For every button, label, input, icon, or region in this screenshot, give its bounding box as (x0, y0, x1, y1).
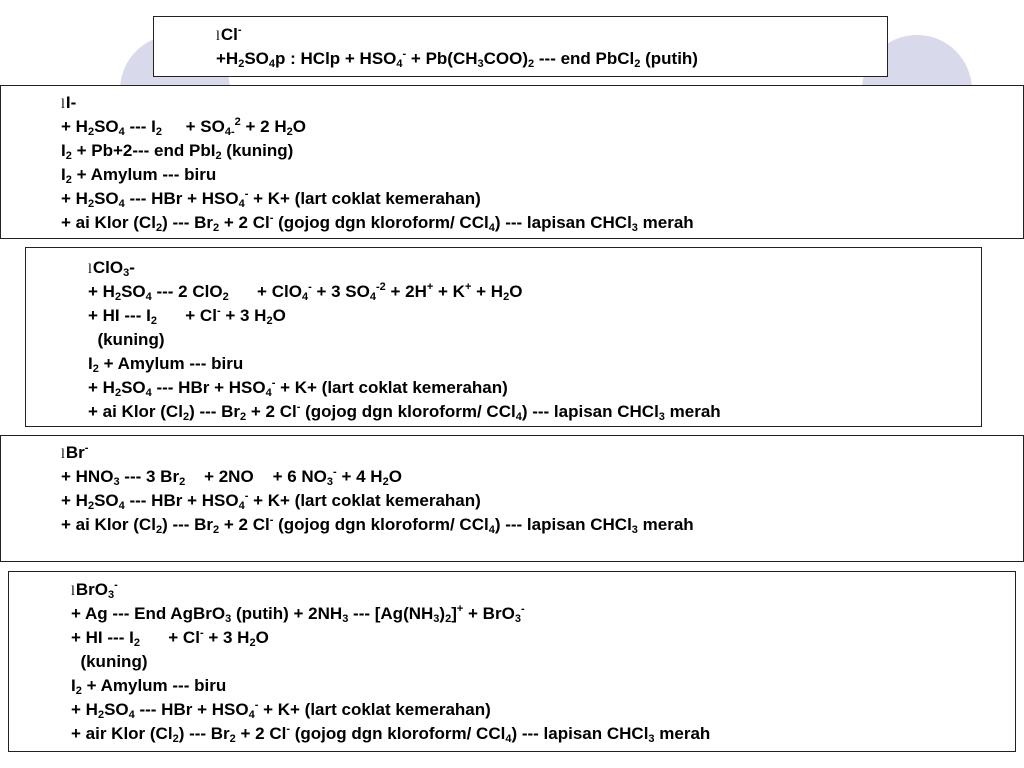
formula-text: + HI --- I (71, 628, 134, 647)
bullet-glyph: l (71, 584, 75, 599)
formula-text: + 2 Cl (246, 402, 297, 421)
subscript: 2 (238, 58, 245, 70)
subscript: 4 (488, 524, 495, 536)
formula-line (61, 489, 1023, 513)
section-clo3 (25, 247, 982, 427)
subscript: 2 (240, 411, 247, 423)
subscript: 3 (225, 613, 232, 625)
formula-text: p : HClp + HSO (275, 49, 397, 68)
subscript: 4 (248, 709, 255, 721)
formula-text: O (255, 628, 269, 647)
subscript: 2 (286, 126, 293, 138)
formula-text: + Amylum --- biru (98, 354, 244, 373)
superscript: - (296, 401, 301, 413)
formula-text: (putih) (640, 49, 698, 68)
formula-text: + 2H (385, 282, 427, 301)
formula-text: + 2 Cl (235, 724, 287, 743)
formula-text: --- 3 Br (119, 467, 180, 486)
formula-text: --- 2 ClO (151, 282, 223, 301)
section-cl (153, 16, 888, 77)
subscript: 3 (631, 222, 638, 234)
subscript: 2 (87, 500, 95, 512)
formula-line (71, 722, 1015, 746)
formula-text: ) --- lapisan CHCl (494, 515, 632, 534)
formula-line (88, 328, 981, 352)
superscript: -2 (375, 281, 386, 293)
subscript: 2 (65, 150, 72, 162)
formula-text: + Amylum --- biru (81, 676, 227, 695)
formula-text: SO (94, 491, 119, 510)
subscript: 2 (155, 126, 163, 138)
formula-line (88, 376, 981, 400)
formula-text: Br (65, 443, 85, 462)
subscript: 3 (631, 524, 638, 536)
formula-text: + air Klor (Cl (71, 724, 173, 743)
subscript: 4 (505, 733, 512, 745)
subscript: 3 (113, 476, 120, 488)
subscript: 2 (382, 476, 389, 488)
formula-text: + Amylum --- biru (71, 165, 217, 184)
formula-line (216, 47, 887, 71)
formula-text: ) (439, 604, 446, 623)
subscript: 2 (213, 222, 220, 234)
superscript: - (244, 490, 249, 502)
formula-text: + Pb+2--- end PbI (71, 141, 216, 160)
formula-text: + 2 Cl (219, 515, 270, 534)
formula-text: + ai Klor (Cl (88, 402, 183, 421)
formula-text: + K+ (lart coklat kemerahan) (248, 491, 481, 510)
formula-text: SO (121, 282, 146, 301)
subscript: 2 (215, 150, 222, 162)
subscript: 2 (114, 291, 122, 303)
formula-text: + K+ (lart coklat kemerahan) (258, 700, 491, 719)
formula-line (88, 352, 981, 376)
subscript: 3 (433, 613, 440, 625)
subscript: 3 (326, 476, 334, 488)
formula-text: Cl (220, 25, 238, 44)
subscript: 2 (97, 709, 105, 721)
superscript: - (286, 723, 291, 735)
formula-text: + K+ (lart coklat kemerahan) (248, 189, 481, 208)
superscript: - (84, 442, 89, 454)
superscript: - (216, 305, 221, 317)
formula-text: + H (61, 491, 88, 510)
subscript: 4 (118, 198, 125, 210)
formula-line (88, 304, 981, 328)
formula-line (61, 513, 1023, 537)
subscript: 2 (222, 291, 229, 303)
formula-text: (gojog dgn kloroform/ CCl (273, 515, 489, 534)
formula-text: ClO (92, 258, 124, 277)
formula-text: SO (104, 700, 129, 719)
subscript: 2 (150, 315, 157, 327)
formula-text: O (292, 117, 306, 136)
subscript: 3 (477, 58, 484, 70)
formula-text: + H (88, 378, 115, 397)
formula-text: --- HBr + HSO (134, 700, 249, 719)
formula-text: + SO (162, 117, 225, 136)
subscript: 4 (118, 500, 125, 512)
formula-text: + H (71, 700, 98, 719)
formula-text: + 2 Cl (219, 213, 270, 232)
superscript: - (333, 466, 337, 478)
subscript: 4 (265, 387, 272, 399)
subscript: 4 (301, 291, 309, 303)
formula-text: ) --- Br (178, 724, 230, 743)
formula-text: (gojog dgn kloroform/ CCl (290, 724, 506, 743)
subscript: 2 (65, 174, 72, 186)
formula-text: (kuning) (88, 330, 165, 349)
formula-text: --- HBr + HSO (151, 378, 266, 397)
formula-text: merah (637, 213, 694, 232)
subscript: 2 (87, 198, 95, 210)
superscript: - (254, 699, 259, 711)
subscript: 2 (87, 126, 95, 138)
formula-text: - (129, 258, 135, 277)
formula-text: +H (216, 49, 239, 68)
formula-text: + ai Klor (Cl (61, 213, 156, 232)
subscript: 2 (155, 524, 163, 536)
formula-text: --- I (124, 117, 156, 136)
subscript: 3 (648, 733, 655, 745)
subscript: 2 (114, 387, 122, 399)
subscript: 4 (238, 500, 245, 512)
formula-text: (kuning) (71, 652, 148, 671)
superscript: - (199, 627, 204, 639)
subscript: 2 (445, 613, 452, 625)
formula-text: + H (471, 282, 504, 301)
formula-text: (gojog dgn kloroform/ CCl (273, 213, 489, 232)
formula-text: O (272, 306, 286, 325)
formula-line (71, 578, 1015, 602)
bullet-glyph: l (61, 97, 65, 112)
formula-text: + 2NO + 6 NO (185, 467, 327, 486)
formula-line (71, 650, 1015, 674)
bullet-glyph: l (88, 262, 92, 277)
formula-text: SO (121, 378, 146, 397)
formula-text: + BrO (463, 604, 515, 623)
formula-line (71, 674, 1015, 698)
subscript: 3 (658, 411, 665, 423)
formula-text: (gojog dgn kloroform/ CCl (300, 402, 516, 421)
formula-text: + Cl (156, 306, 217, 325)
subscript: 2 (172, 733, 179, 745)
formula-text: + 2 H (240, 117, 287, 136)
formula-text: + ClO (228, 282, 302, 301)
formula-text: + K+ (lart coklat kemerahan) (275, 378, 508, 397)
formula-text: merah (654, 724, 711, 743)
formula-text: + H (88, 282, 115, 301)
subscript: 2 (249, 637, 256, 649)
formula-line (61, 163, 1023, 187)
bullet-glyph: l (216, 29, 220, 44)
subscript: 2 (266, 315, 273, 327)
formula-text: (kuning) (221, 141, 294, 160)
formula-text: + 3 H (220, 306, 267, 325)
formula-text: + HNO (61, 467, 114, 486)
formula-text: merah (664, 402, 721, 421)
formula-line (61, 139, 1023, 163)
formula-text: I- (65, 93, 77, 112)
subscript: 2 (92, 363, 99, 375)
subscript: 2 (155, 222, 163, 234)
formula-line (71, 626, 1015, 650)
formula-text: SO (94, 189, 119, 208)
formula-text: + Cl (139, 628, 200, 647)
superscript: + (456, 603, 464, 615)
formula-text: --- end PbCl (534, 49, 635, 68)
formula-text: ) --- Br (162, 515, 214, 534)
formula-text: SO (94, 117, 119, 136)
subscript: 2 (133, 637, 140, 649)
section-bro3 (8, 571, 1016, 752)
superscript: - (271, 377, 276, 389)
subscript: 2 (182, 411, 190, 423)
formula-text: + ai Klor (Cl (61, 515, 156, 534)
formula-text: + 3 H (203, 628, 250, 647)
formula-text: I (71, 676, 76, 695)
superscript: - (269, 212, 274, 224)
superscript: - (308, 281, 312, 293)
subscript: 2 (528, 58, 535, 70)
formula-text: + K (433, 282, 465, 301)
formula-text: ) --- Br (189, 402, 241, 421)
subscript: 4 (396, 58, 403, 70)
subscript: 4 (145, 387, 152, 399)
formula-text: I (61, 165, 66, 184)
section-i (0, 85, 1024, 239)
formula-line (71, 602, 1015, 626)
subscript: 3 (123, 267, 130, 279)
subscript: 4 (238, 198, 245, 210)
subscript: 4 (128, 709, 135, 721)
subscript: 2 (213, 524, 220, 536)
formula-line (61, 441, 1023, 465)
subscript: 2 (75, 685, 82, 697)
subscript: 4 (268, 58, 276, 70)
formula-line (61, 91, 1023, 115)
superscript: - (520, 603, 525, 615)
formula-line (71, 698, 1015, 722)
subscript: 4- (224, 126, 235, 138)
formula-text: ] (451, 604, 457, 623)
formula-text: SO (244, 49, 269, 68)
formula-text: O (388, 467, 402, 486)
subscript: 3 (514, 613, 521, 625)
superscript: - (114, 579, 118, 591)
formula-text: --- HBr + HSO (124, 491, 239, 510)
formula-text: + 3 SO (311, 282, 370, 301)
formula-line (88, 400, 981, 424)
formula-line (61, 115, 1023, 139)
subscript: 2 (229, 733, 236, 745)
formula-line (61, 465, 1023, 489)
formula-line (88, 280, 981, 304)
formula-text: --- [Ag(NH (348, 604, 434, 623)
formula-line (61, 187, 1023, 211)
superscript: - (402, 48, 407, 60)
formula-text: ) --- lapisan CHCl (521, 402, 659, 421)
superscript: 2 (234, 116, 241, 128)
subscript: 4 (145, 291, 152, 303)
formula-text: I (61, 141, 66, 160)
formula-line (216, 23, 887, 47)
formula-text: ) --- lapisan CHCl (494, 213, 632, 232)
formula-line (88, 256, 981, 280)
bullet-glyph: l (61, 447, 65, 462)
formula-text: I (88, 354, 93, 373)
formula-text: ) --- Br (162, 213, 214, 232)
section-br (0, 435, 1024, 562)
formula-text: O (509, 282, 523, 301)
formula-text: + H (61, 117, 88, 136)
superscript: - (244, 188, 249, 200)
formula-text: + Ag --- End AgBrO (71, 604, 226, 623)
formula-text: COO) (483, 49, 529, 68)
superscript: + (426, 281, 434, 293)
formula-text: + Pb(CH (406, 49, 478, 68)
formula-text: + 4 H (336, 467, 383, 486)
subscript: 2 (503, 291, 510, 303)
subscript: 4 (488, 222, 495, 234)
subscript: 3 (342, 613, 349, 625)
superscript: - (237, 24, 242, 36)
subscript: 4 (369, 291, 376, 303)
subscript: 3 (108, 589, 115, 601)
formula-text: + HI --- I (88, 306, 151, 325)
superscript: + (464, 281, 472, 293)
formula-text: (putih) + 2NH (231, 604, 343, 623)
subscript: 4 (515, 411, 522, 423)
subscript: 2 (634, 58, 641, 70)
subscript: 4 (118, 126, 125, 138)
formula-text: BrO (75, 580, 109, 599)
formula-text: --- HBr + HSO (124, 189, 239, 208)
formula-text: merah (637, 515, 694, 534)
formula-text: ) --- lapisan CHCl (511, 724, 649, 743)
formula-text: + H (61, 189, 88, 208)
superscript: - (269, 514, 274, 526)
subscript: 2 (179, 476, 186, 488)
formula-line (61, 211, 1023, 235)
